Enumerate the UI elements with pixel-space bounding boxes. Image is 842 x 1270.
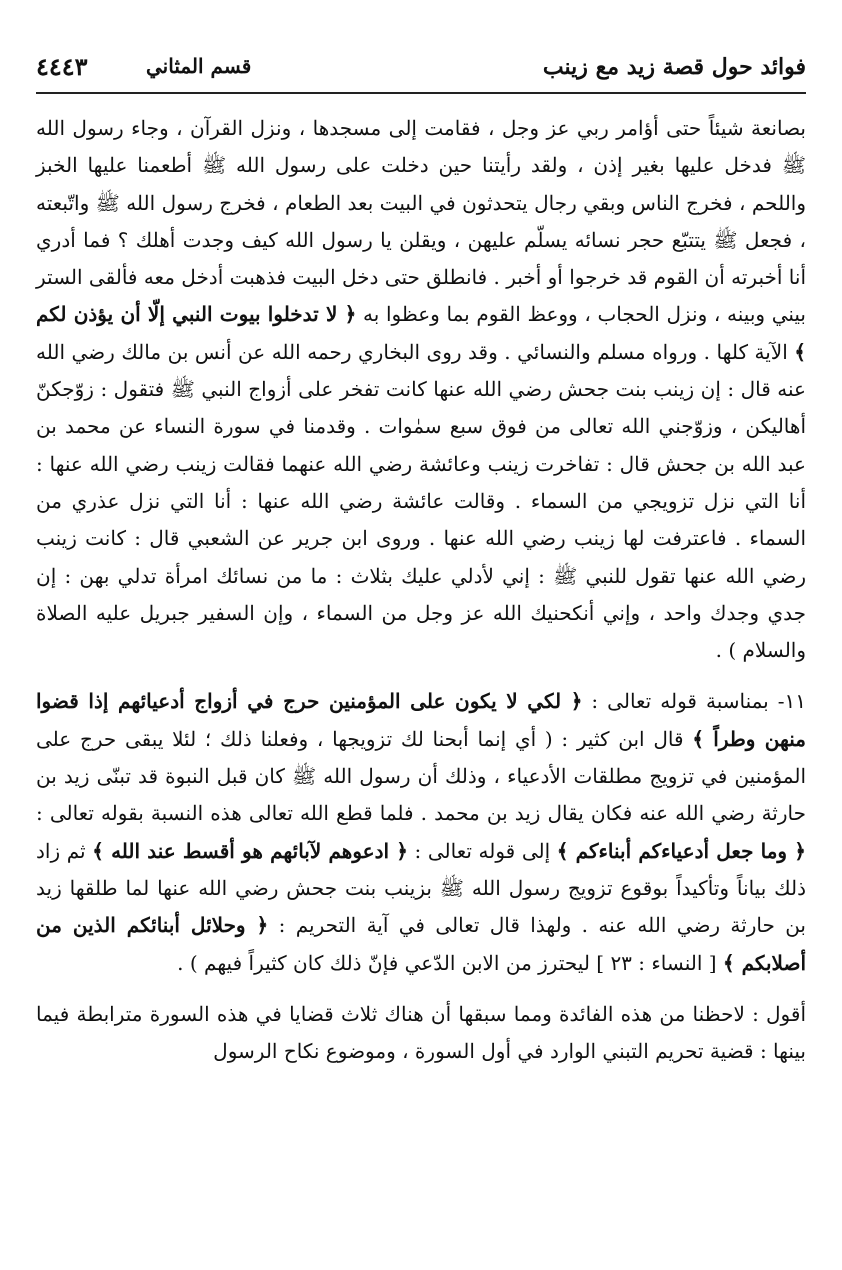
text-run: ١١- بمناسبة قوله تعالى : (582, 689, 807, 714)
text-run: إلى قوله تعالى : (407, 838, 557, 863)
quran-verse: ﴿ وما جعل أدعياءكم أبناءكم ﴾ (556, 838, 806, 863)
section-name: قسم المثاني (146, 54, 252, 78)
quran-verse: ﴿ وحلائل أبنائكم الذين من أصلابكم ﴾ (36, 913, 806, 975)
paragraph-2 (36, 683, 806, 981)
text-run: الآية كلها . ورواه مسلم والنسائي . وقد روى البخاري رحمه الله عن أنس بن مالك رضي الله عنه قال : إن زينب بنت جحش رضي الله عنها كانت تفخر على أزواج النبي ﷺ فتقول : زوّجكنّ أهاليكن ، وزوّجني الله تعالى من فوق سبع سمٰوات . وقدمنا في سورة النساء عن محمد بن عبد الله بن جحش قال : تفاخرت زينب وعائشة رضي الله عنهما فقالت زينب رضي الله عنها : أنا التي نزل تزويجي من السماء . وقالت عائشة رضي الله عنها : أنا التي نزل عذري من السماء . فاعترفت لها زينب رضي الله عنها . وروى ابن جرير عن الشعبي قال : كانت زينب رضي الله عنها تقول للنبي ﷺ : إني لأدلي عليك بثلاث : ما من نسائك امرأة تدلي بهن : إن جدي وجدك واحد ، وإني أنكحنيك الله عز وجل من السماء ، وإن السفير جبريل عليه الصلاة والسلام ) . (36, 339, 806, 663)
text-run: قال ابن كثير : ( أي إنما أبحنا لك تزويجها ، وفعلنا ذلك ؛ لئلا يبقى حرج على المؤمنين في تزويج مطلقات الأدعياء ، وذلك أن رسول الله ﷺ كان قبل النبوة قد تبنّى زيد بن حارثة رضي الله عنه فكان يقال زيد بن محمد . فلما قطع الله تعالى هذه النسبة بقوله تعالى : (36, 726, 807, 826)
paragraph-3 (36, 996, 806, 1071)
text-run: بصانعة شيئاً حتى أؤامر ربي عز وجل ، فقامت إلى مسجدها ، ونزل القرآن ، وجاء رسول الله ﷺ فدخل عليها بغير إذن ، ولقد رأيتنا حين دخلت على رسول الله ﷺ أطعمنا عليها الخبز واللحم ، فخرج الناس وبقي رجال يتحدثون في البيت بعد الطعام ، فخرج رسول الله ﷺ واتّبعته ، فجعل ﷺ يتتبّع حجر نسائه يسلّم عليهن ، ويقلن يا رسول الله كيف وجدت أهلك ؟ فما أدري أنا أخبرته أن القوم قد خرجوا أو أخبر . فانطلق حتى دخل البيت فذهبت أدخل معه فألقى الستر بيني وبينه ، ونزل الحجاب ، ووعظ القوم بما وعظوا به (36, 116, 806, 327)
text-run: [ النساء : ٢٣ ] ليحترز من الابن الدّعي فإنّ ذلك كان كثيراً فيهم ) . (177, 950, 723, 975)
page-number: ٤٤٤٣ (36, 52, 88, 81)
text-run: ثم زاد ذلك بياناً وتأكيداً بوقوع تزويج رسول الله ﷺ بزينب بنت جحش رضي الله عنها لما طلقها زيد بن حارثة رضي الله عنه . ولهذا قال تعالى في آية التحريم : (36, 838, 806, 938)
quran-verse: ﴿ لا تدخلوا بيوت النبي إلّا أن يؤذن لكم ﴾ (36, 302, 806, 364)
text-run: أقول : لاحظنا من هذه الفائدة ومما سبقها أن هناك ثلاث قضايا في هذه السورة مترابطة فيما بينها : قضية تحريم التبني الوارد في أول السورة ، وموضوع نكاح الرسول (36, 1001, 806, 1064)
body-text (36, 110, 806, 1070)
quran-verse: ﴿ ادعوهم لآبائهم هو أقسط عند الله ﴾ (92, 838, 408, 863)
paragraph-1 (36, 110, 806, 669)
running-title: فوائد حول قصة زيد مع زينب (542, 54, 806, 80)
page-header (36, 46, 806, 94)
quran-verse: ﴿ لكي لا يكون على المؤمنين حرج في أزواج أدعيائهم إذا قضوا منهن وطراً ﴾ (36, 689, 806, 751)
